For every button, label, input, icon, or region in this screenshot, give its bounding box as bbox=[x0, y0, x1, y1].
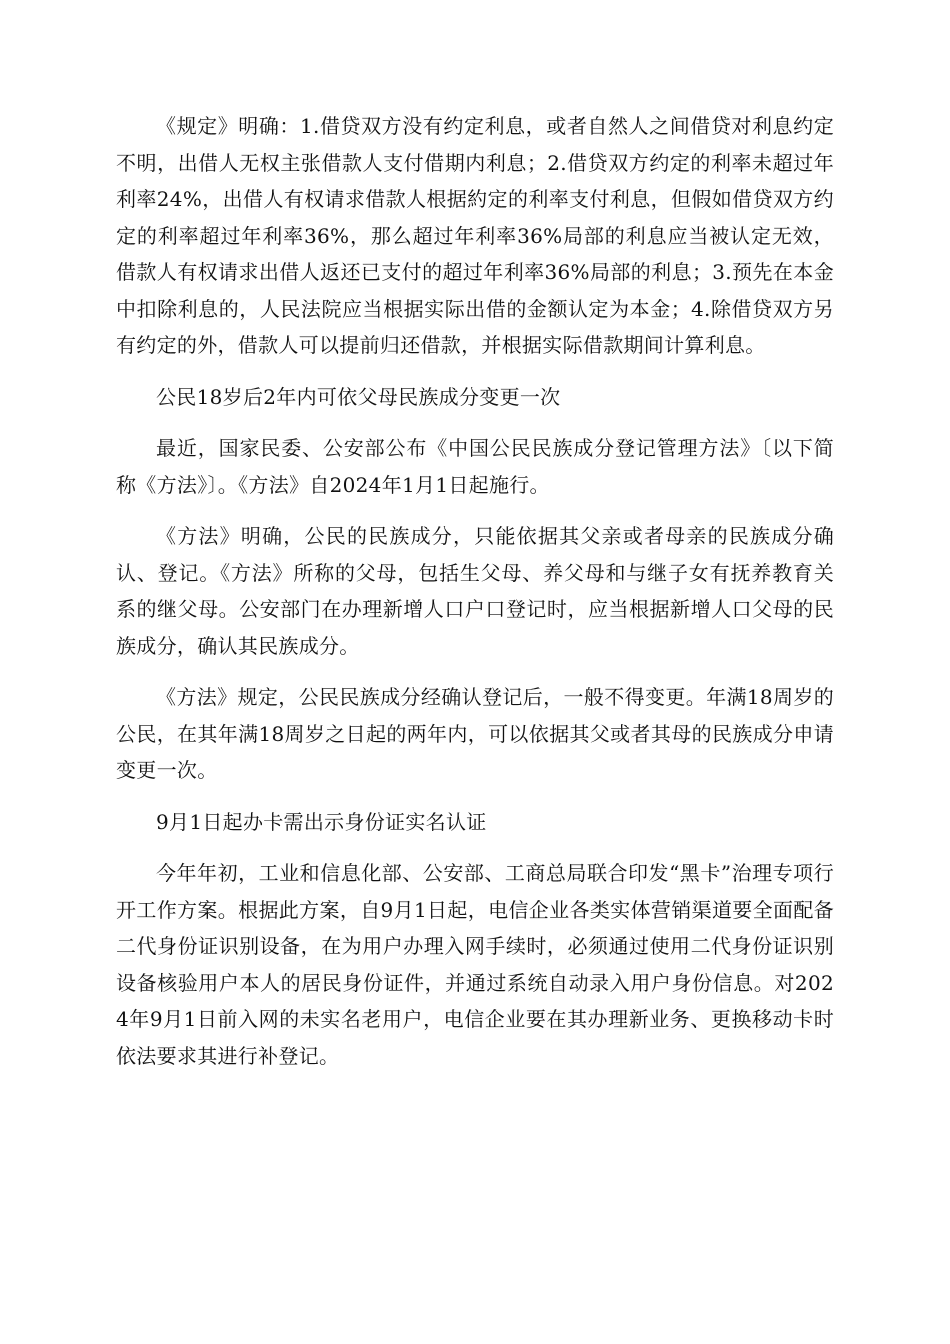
paragraph-ethnicity-determination: 《方法》明确，公民的民族成分，只能依据其父亲或者母亲的民族成分确认、登记。《方法》所称的父母，包括生父母、养父母和与继子女有抚养教育关系的继父母。公安部门在办理新增人口户口登记时，应当根据新增人口父母的民族成分，确认其民族成分。 bbox=[116, 524, 834, 658]
paragraph-ethnicity-change-rule: 《方法》规定，公民民族成分经确认登记后，一般不得变更。年满18周岁的公民，在其年满18周岁之日起的两年内，可以依据其父或者其母的民族成分申请变更一次。 bbox=[116, 685, 834, 782]
document-body bbox=[116, 108, 834, 1089]
paragraph-sim-card-verification: 今年年初，工业和信息化部、公安部、工商总局联合印发“黑卡”治理专项行开工作方案。根据此方案，自9月1日起，电信企业各类实体营销渠道要全面配备二代身份证识别设备，在为用户办理入网手续时，必须通过使用二代身份证识别设备核验用户本人的居民身份证件，并通过系统自动录入用户身份信息。对2024年9月1日前入网的未实名老用户，电信企业要在其办理新业务、更换移动卡时依法要求其进行补登记。 bbox=[116, 861, 834, 1068]
paragraph-ethnicity-regulation-intro: 最近，国家民委、公安部公布《中国公民民族成分登记管理方法》〔以下简称《方法》〕。《方法》自2024年1月1日起施行。 bbox=[116, 436, 834, 497]
heading-sim-card-real-name: 9月1日起办卡需出示身份证实名认证 bbox=[156, 809, 487, 834]
paragraph-loan-interest-rules: 《规定》明确：1.借贷双方没有约定利息，或者自然人之间借贷对利息约定不明，出借人无权主张借款人支付借期内利息；2.借贷双方约定的利率未超过年利率24%，出借人有权请求借款人根据約定的利率支付利息，但假如借贷双方约定的利率超过年利率36%，那么超过年利率36%局部的利息应当被认定无效，借款人有权请求出借人返还已支付的超过年利率36%局部的利息；3.预先在本金中扣除利息的，人民法院应当根据实际出借的金额认定为本金；4.除借贷双方另有约定的外，借款人可以提前归还借款，并根据实际借款期间计算利息。 bbox=[116, 114, 834, 357]
heading-ethnicity-change: 公民18岁后2年内可依父母民族成分变更一次 bbox=[156, 384, 561, 409]
